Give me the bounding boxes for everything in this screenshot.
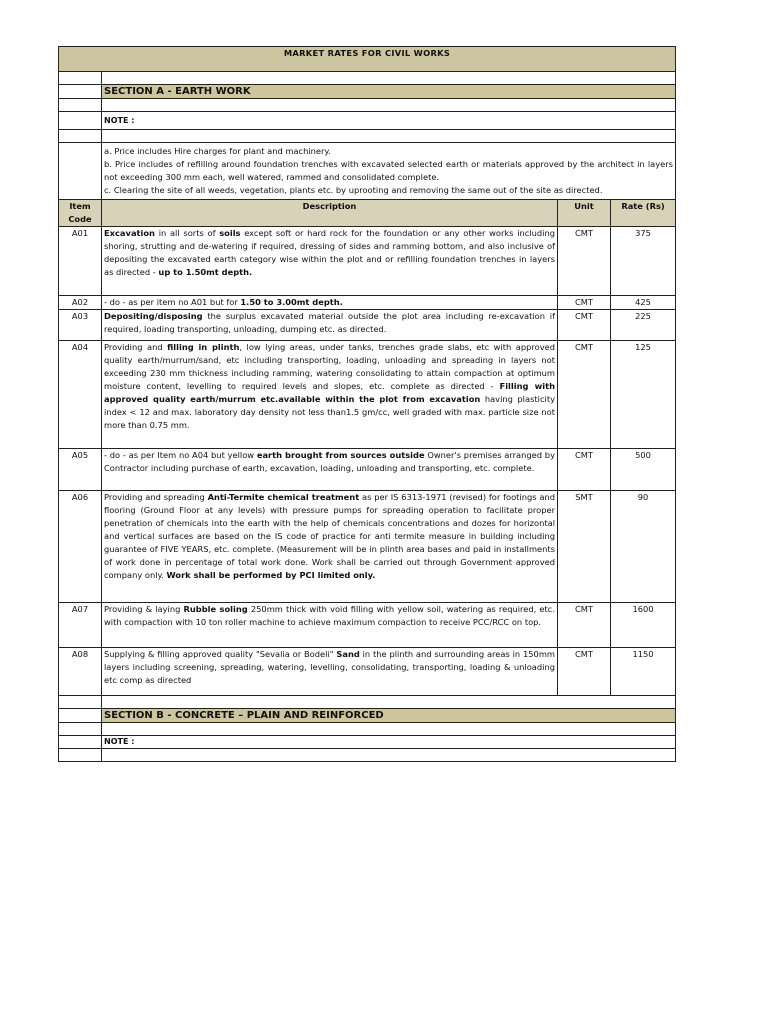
item-code: A07 [59, 603, 102, 648]
description-bold-text: up to 1.50mt depth. [158, 267, 253, 277]
rates-sheet [58, 46, 676, 762]
description-bold-text: Work shall be performed by PCI limited only. [166, 570, 376, 580]
table-row [59, 449, 676, 491]
item-description [102, 310, 558, 341]
item-unit: CMT [558, 449, 611, 491]
item-description [102, 603, 558, 648]
description-text: - do - as per item no A01 but for [104, 297, 241, 307]
item-rate: 425 [611, 296, 676, 310]
description-text: Providing and spreading [104, 492, 208, 502]
description-text: Owner's premises arranged by Contractor including purchase of earth, excavation, loading, unloading and transporting, etc. complete. [104, 450, 555, 473]
item-rate: 375 [611, 227, 676, 296]
description-bold-text: Depositing/disposing [104, 311, 203, 321]
description-bold-text: soils [219, 228, 241, 238]
item-code: A08 [59, 648, 102, 696]
description-text: , low lying areas, under tanks, trenches grade slabs, etc with approved quality earth/murrum/sand, etc including transporting, loading, unloading and spreading in layers not exceeding 230 mm thickness including ramming, watering consolidating to attain compaction at optimum moisture content, levelling to required levels and slopes, etc. complete as directed - [104, 342, 555, 391]
description-text: as per IS 6313-1971 (revised) for footings and flooring (Ground Floor at any levels) with pressure pumps for spreading operation to facilitate proper penetration of chemicals into the earth with the help of chemicals concentrations and dozes for horizontal and vertical surfaces are based on the IS code of practice for anti termite measure in building including guarantee of FIVE YEARS, etc. complete. (Measurement will be in plinth area bases and paid in installments of work done in percentage of total work done. Work shall be carried out through Government approved company only. [104, 492, 555, 580]
section-b-note-label: NOTE : [102, 736, 676, 749]
item-description [102, 648, 558, 696]
section-a-row [59, 85, 676, 99]
section-a-note-row [59, 112, 676, 130]
item-description [102, 341, 558, 449]
item-code: A03 [59, 310, 102, 341]
section-b-note-row [59, 736, 676, 749]
column-header-row [59, 200, 676, 227]
description-text: in the plinth and surrounding areas in 150mm layers including screening, spreading, watering, levelling, consolidating, transporting, loading & unloading etc comp as directed [104, 649, 555, 685]
description-bold-text: Filling with approved quality earth/murrum etc.available within the plot from excavation [104, 381, 555, 404]
table-row [59, 491, 676, 603]
note-c: c. Clearing the site of all weeds, vegetation, plants etc. by uprooting and removing the same out of the site as directed. [104, 185, 603, 195]
item-code: A01 [59, 227, 102, 296]
item-unit: CMT [558, 296, 611, 310]
description-text: Providing and [104, 342, 168, 352]
description-bold-text: Anti-Termite chemical treatment [207, 492, 360, 502]
description-bold-text: Excavation [104, 228, 155, 238]
col-header-code: Item Code [59, 200, 102, 227]
description-bold-text: Sand [336, 649, 360, 659]
item-description [102, 296, 558, 310]
description-text: - do - as per Item no A04 but yellow [104, 450, 257, 460]
section-b-heading: SECTION B - CONCRETE – PLAIN AND REINFORCED [102, 709, 676, 723]
col-header-unit: Unit [558, 200, 611, 227]
section-a-heading: SECTION A - EARTH WORK [102, 85, 676, 99]
item-code: A05 [59, 449, 102, 491]
item-rate: 1150 [611, 648, 676, 696]
description-text: in all sorts of [154, 228, 220, 238]
item-unit: SMT [558, 491, 611, 603]
notes-cell [102, 143, 676, 200]
notes-row [59, 143, 676, 200]
item-code: A06 [59, 491, 102, 603]
description-bold-text: Rubble soling [183, 604, 248, 614]
item-unit: CMT [558, 341, 611, 449]
sheet-title: MARKET RATES FOR CIVIL WORKS [59, 47, 676, 72]
item-unit: CMT [558, 603, 611, 648]
table-row [59, 603, 676, 648]
item-code: A04 [59, 341, 102, 449]
section-a-note-label: NOTE : [102, 112, 676, 130]
description-text: Supplying & filling approved quality "Sevalia or Bodeli" [104, 649, 337, 659]
note-b: b. Price includes of refilling around foundation trenches with excavated selected earth or materials approved by the architect in layers not exceeding 300 mm each, well watered, rammed and consolidated complete. [104, 159, 674, 182]
col-header-description: Description [102, 200, 558, 227]
description-text: having plasticity index < 12 and max. laboratory day density not less than1.5 gm/cc, well graded with max. particle size not more than 0.75 mm. [104, 394, 555, 430]
item-unit: CMT [558, 648, 611, 696]
col-header-rate: Rate (Rs) [611, 200, 676, 227]
item-description [102, 449, 558, 491]
item-rate: 90 [611, 491, 676, 603]
section-b-row [59, 709, 676, 723]
table-row [59, 310, 676, 341]
table-row [59, 296, 676, 310]
table-row [59, 648, 676, 696]
item-description [102, 227, 558, 296]
description-text: 250mm thick with void filling with yellow soil, watering as required, etc. with compaction with 10 ton roller machine to achieve maximum compaction to receive PCC/RCC on top. [104, 604, 555, 627]
item-rate: 1600 [611, 603, 676, 648]
description-text: Providing & laying [104, 604, 184, 614]
item-unit: CMT [558, 310, 611, 341]
description-bold-text: earth brought from sources outside [256, 450, 425, 460]
item-rate: 125 [611, 341, 676, 449]
table-row [59, 227, 676, 296]
description-bold-text: filling in plinth [167, 342, 240, 352]
description-bold-text: 1.50 to 3.00mt depth. [240, 297, 343, 307]
description-text: except soft or hard rock for the foundation or any other works including shoring, strutting and de-watering if required, dressing of sides and ramming bottom, and also inclusive of depositing the excavated earth category wise within the plot and or refilling foundation trenches in layers as directed - [104, 228, 556, 277]
title-row [59, 47, 676, 72]
item-unit: CMT [558, 227, 611, 296]
item-rate: 225 [611, 310, 676, 341]
table-row [59, 341, 676, 449]
note-a: a. Price includes Hire charges for plant and machinery. [104, 146, 331, 156]
item-code: A02 [59, 296, 102, 310]
item-description [102, 491, 558, 603]
item-rate: 500 [611, 449, 676, 491]
description-text: the surplus excavated material outside the plot area including re-excavation if required, loading transporting, unloading, dumping etc. as directed. [104, 311, 555, 334]
